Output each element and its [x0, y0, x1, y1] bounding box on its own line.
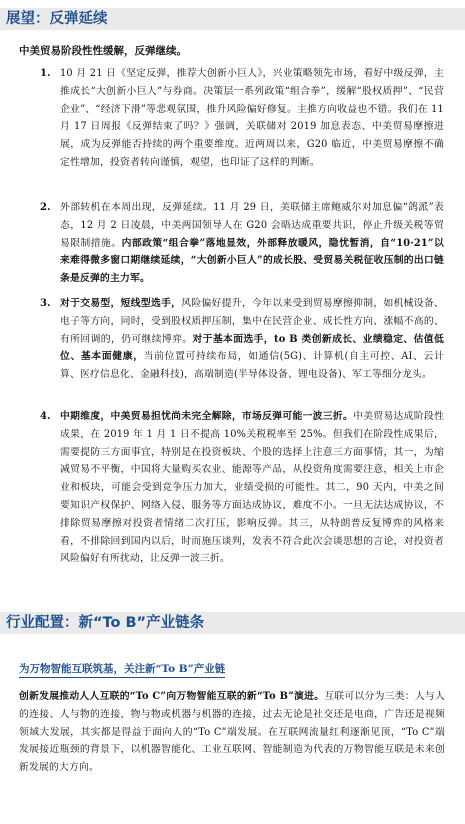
bold-lead: 对于交易型，短线型选手，: [60, 298, 182, 309]
section-title: 展望：反弹延续: [6, 11, 108, 27]
bold-highlight: 对于基本面选手，to B 类创新成长、业绩稳定、估值低位、基本面健康，: [60, 333, 444, 363]
section-title: 行业配置：新“To B”产业链条: [6, 615, 205, 631]
bold-highlight: 内部政策“组合拳”落地显效，外部释放暖风，隐忧暂消，自“10·21”以来难得微多窗口期继续延续，“大创新小巨人”的成长股、受贸易关税征收压制的出口链条是反弹的主力军。: [60, 237, 445, 285]
body-paragraph: 创新发展推动人人互联的“To C”向万物智能互联的新“To B”演进。互联可以分为三类：人与人的连接、人与物的连接，物与物或机器与机器的连接，过去无论是社交还是电商，广告还是视频领域大发展，其实都是得益于面向人的“To C”端发展。在互联网流量红利逐渐见顶，“To C”端发展接近瓶颈的背景下，以机器智能化、工业互联网、智能制造为代表的万物智能互联是未来创新发展的大方向。: [19, 691, 445, 774]
section-subtitle: 中美贸易阶段性性缓解，反弹继续。: [19, 45, 187, 57]
item-number: 3.: [40, 298, 51, 309]
bold-lead: 创新发展推动人人互联的“To C”向万物智能互联的新“To B”演进。: [19, 691, 325, 702]
item-text: 对于交易型，短线型选手，风险偏好提升，今年以来受到贸易摩擦抑制，如机械设备、电子等方向，同时，受到股权质押压制，集中在民营企业、成长性方向、涨幅不高的、有所回调的，仍可继续博弈。对于基本面选手，to B 类创新成长、业绩稳定、估值低位、基本面健康，当前位置可持续布局，如通信(5G)、计算机(自主可控、AI、云计算、医疗信息化、金融科技)，高端制造(半导体设备、锂电设备)、军工等细分龙头。: [60, 298, 444, 381]
item-number: 2.: [40, 202, 51, 213]
item-text: 10 月 21 日《坚定反弹，推荐大创新小巨人》，兴业策略领先市场，看好中级反弹，主推成长“大创新小巨人”与券商。决策层一系列政策“组合拳”，缓解“股权质押”、“民营企业”、“经济下滑”等悲观氛围，推升风险偏好修复。主推方向收益也不错。我们在 11 月 17 日周报《反弹结束了吗？》强调，关联储对 2019 加息表态、中美贸易摩擦进展，成为反弹能否持续的两个重要维度。近两周以来，G20 临近，中美贸易摩擦不确定性增加，投资者转向谨慎，观望，也印证了这样的判断。: [60, 68, 444, 168]
item-number: 1.: [40, 68, 51, 79]
item-text: 中期维度，中美贸易担忧尚未完全解除，市场反弹可能一波三折。中美贸易达成阶段性成果，在 2019 年 1 月 1 日不提高 10%关税税率至 25%。但我们在阶段性成果后，需要提防三方面事宜，特别是在投资板块、个股的选择上注意三方面事情，其一，为缩减贸易不平衡，中国将大量购买农业、能源等产品，从投资角度需要注意，相关上市企业和板块，可能会受到竞争压力加大，业绩受损的可能性。其二，90 天内，中美之间要知识产权保护、网络入侵、服务等方面达成协议，难度不小。一旦无法达成协议，不排除贸易摩擦对投资者情绪二次打压，影响反弹。其三，从特朗普反复博弈的风格来看，不排除回到国内以后，时而施压谈判，发表不符合此次会谈思想的言论，对投资者风险偏好有所扰动，让反弹一波三折。: [60, 411, 444, 565]
bold-lead: 中期维度，中美贸易担忧尚未完全解除，市场反弹可能一波三折。: [60, 411, 354, 422]
item-number: 4.: [40, 411, 51, 422]
section-subtitle: 为万物智能互联筑基，关注新“To B”产业链: [19, 662, 225, 678]
item-text: 外部转机在本周出现，反弹延续。11 月 29 日，美联储主席鲍威尔对加息偏“鸽派”表态，12 月 2 日凌晨，中美两国领导人在 G20 会晤达成重要共识，停止升级关税等贸易限制措施。内部政策“组合拳”落地显效，外部释放暖风，隐忧暂消，自“10·21”以来难得微多窗口期继续延续，“大创新小巨人”的成长股、受贸易关税征收压制的出口链条是反弹的主力军。: [60, 202, 445, 285]
section-header-outlook: [0, 8, 465, 30]
section-header-industry: [0, 612, 465, 634]
